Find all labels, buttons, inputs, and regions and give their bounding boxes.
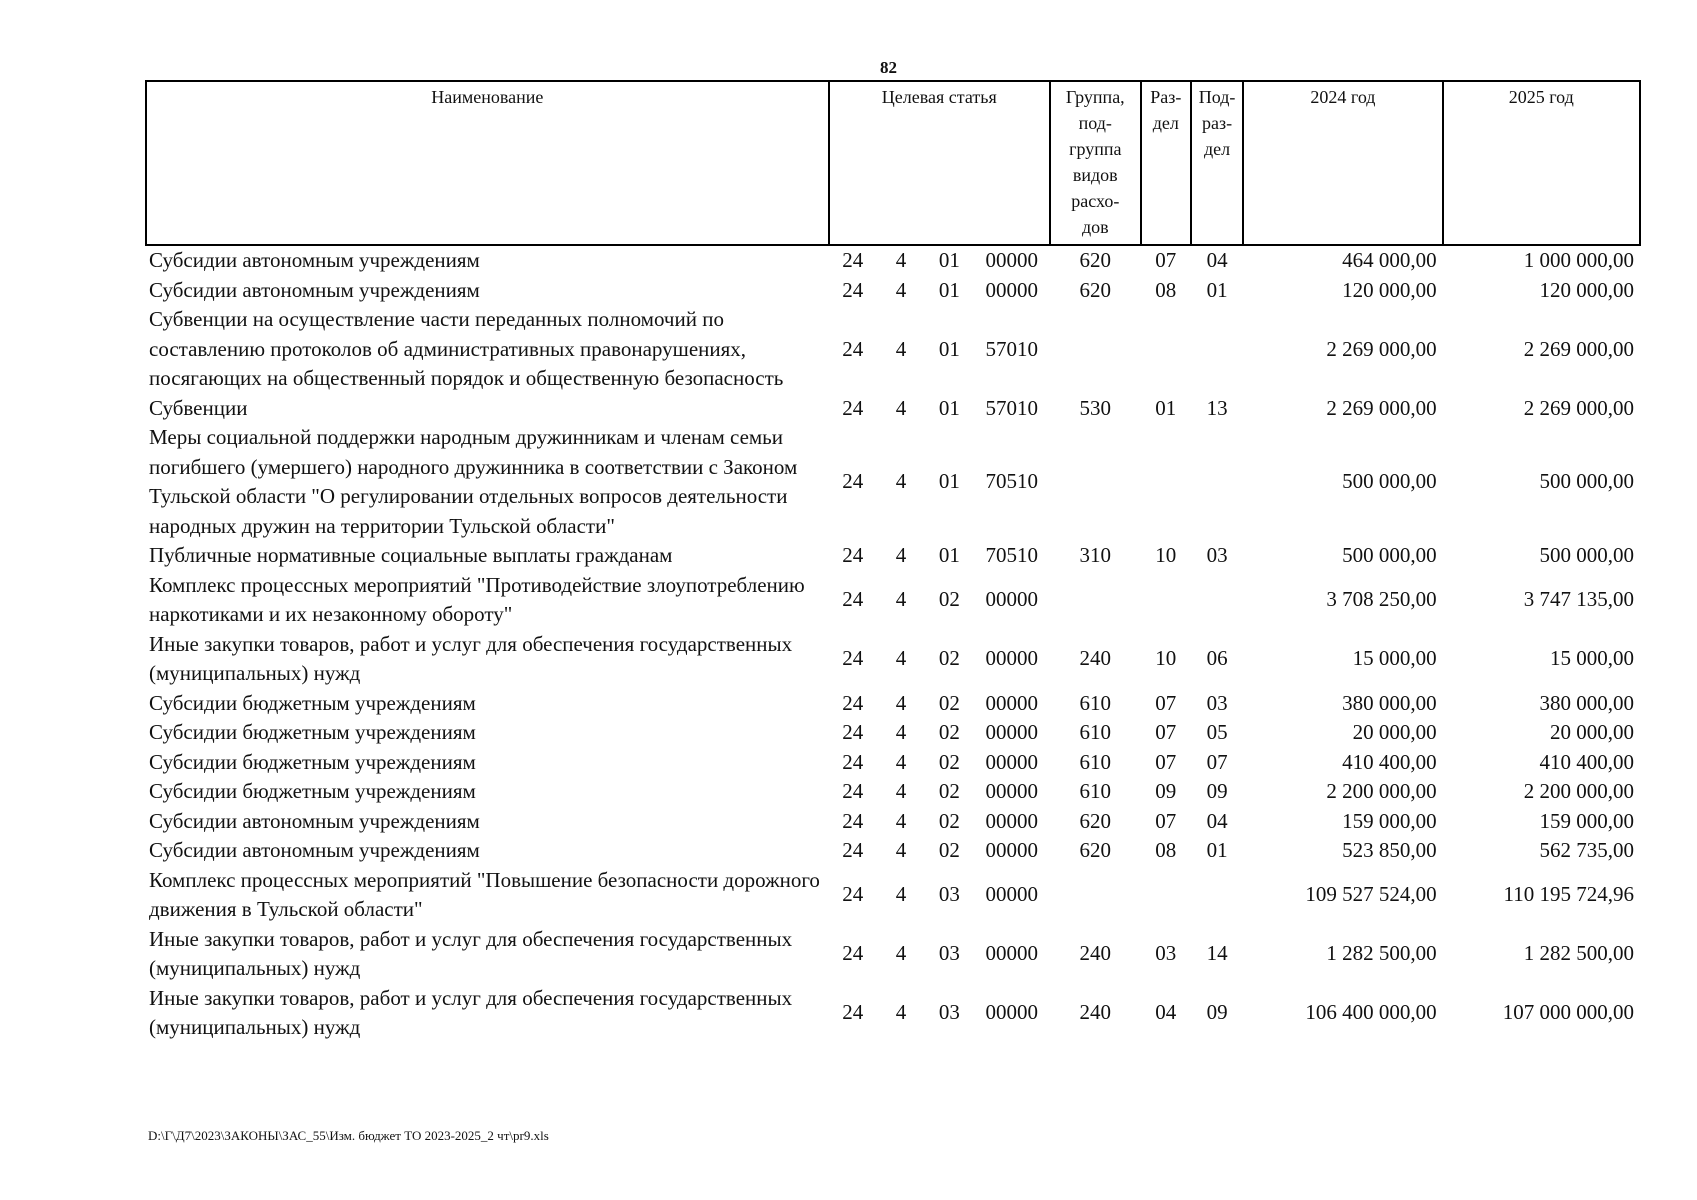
code-program: 24 xyxy=(842,587,864,612)
amount-2024: 120 000,00 xyxy=(1342,277,1437,302)
table-row xyxy=(146,718,1640,748)
row-name: Субсидии автономным учреждениям xyxy=(149,277,480,302)
amount-2025: 159 000,00 xyxy=(1539,808,1634,833)
amount-2024: 106 400 000,00 xyxy=(1305,1000,1437,1025)
header-name: Наименование xyxy=(146,81,829,245)
amount-2024: 20 000,00 xyxy=(1352,720,1437,744)
code-podrazdel xyxy=(1191,305,1243,394)
code-program: 24 xyxy=(842,248,864,272)
header-year-2024: 2024 год xyxy=(1243,81,1442,245)
code-program: 24 xyxy=(842,941,864,966)
amount-2024: 159 000,00 xyxy=(1342,808,1437,833)
page-number: 82 xyxy=(880,58,897,77)
budget-table-container xyxy=(145,80,1641,1043)
code-program: 24 xyxy=(842,395,864,420)
code-subprogram: 4 xyxy=(895,587,907,612)
code-razdel: 03 xyxy=(1155,941,1177,966)
code-razdel: 08 xyxy=(1155,838,1177,862)
code-direction: 57010 xyxy=(985,395,1038,420)
code-razdel xyxy=(1141,866,1191,925)
code-subprogram: 4 xyxy=(895,690,907,715)
code-event: 01 xyxy=(938,469,960,494)
code-group: 610 xyxy=(1079,720,1112,744)
code-direction: 70510 xyxy=(985,469,1038,494)
table-row xyxy=(146,866,1640,925)
code-subprogram: 4 xyxy=(895,1000,907,1025)
budget-table xyxy=(145,80,1641,1043)
code-subprogram: 4 xyxy=(895,882,907,907)
code-program: 24 xyxy=(842,779,864,803)
amount-2024: 15 000,00 xyxy=(1352,646,1437,671)
code-group: 530 xyxy=(1079,395,1112,420)
code-event: 01 xyxy=(938,395,960,420)
code-event: 02 xyxy=(938,749,960,774)
table-body xyxy=(146,245,1640,1043)
table-row xyxy=(146,305,1640,394)
code-subprogram: 4 xyxy=(895,779,907,803)
row-name: Комплекс процессных мероприятий "Повышение безопасности дорожного движения в Тульской области" xyxy=(149,867,820,921)
code-event: 03 xyxy=(938,1000,960,1025)
table-row xyxy=(146,245,1640,276)
code-podrazdel: 01 xyxy=(1206,277,1228,302)
code-subprogram: 4 xyxy=(895,646,907,671)
code-podrazdel: 07 xyxy=(1206,749,1228,774)
row-name: Комплекс процессных мероприятий "Противодействие злоупотреблению наркотиками и их незаконному обороту" xyxy=(149,572,805,626)
header-target-article: Целевая статья xyxy=(829,81,1050,245)
code-event: 02 xyxy=(938,808,960,833)
code-program: 24 xyxy=(842,882,864,907)
code-subprogram: 4 xyxy=(895,808,907,833)
code-razdel: 09 xyxy=(1155,779,1177,803)
row-name: Субвенции на осуществление части переданных полномочий по составлению протоколов об административных правонарушениях, посягающих на общественный порядок и общественную безопасность xyxy=(149,307,784,390)
code-podrazdel xyxy=(1191,571,1243,630)
row-name: Субсидии автономным учреждениям xyxy=(149,248,480,272)
row-name: Иные закупки товаров, работ и услуг для обеспечения государственных (муниципальных) нужд xyxy=(149,985,793,1039)
code-direction: 00000 xyxy=(985,720,1038,744)
code-subprogram: 4 xyxy=(895,749,907,774)
code-subprogram: 4 xyxy=(895,941,907,966)
amount-2025: 3 747 135,00 xyxy=(1523,587,1634,612)
amount-2024: 500 000,00 xyxy=(1342,469,1437,494)
code-group: 620 xyxy=(1079,838,1112,862)
row-name: Субсидии бюджетным учреждениям xyxy=(149,720,476,744)
code-subprogram: 4 xyxy=(895,469,907,494)
code-podrazdel: 09 xyxy=(1206,779,1228,803)
code-razdel xyxy=(1141,423,1191,541)
code-group: 240 xyxy=(1079,941,1112,966)
amount-2025: 2 200 000,00 xyxy=(1523,779,1634,803)
code-podrazdel: 04 xyxy=(1206,248,1228,272)
amount-2025: 110 195 724,96 xyxy=(1503,882,1634,907)
amount-2024: 523 850,00 xyxy=(1342,838,1437,862)
code-direction: 57010 xyxy=(985,336,1038,361)
code-podrazdel: 05 xyxy=(1206,720,1228,744)
code-event: 02 xyxy=(938,720,960,744)
code-podrazdel: 04 xyxy=(1206,808,1228,833)
code-program: 24 xyxy=(842,646,864,671)
code-podrazdel: 09 xyxy=(1206,1000,1228,1025)
code-podrazdel: 03 xyxy=(1206,690,1228,715)
code-direction: 00000 xyxy=(985,690,1038,715)
code-group: 610 xyxy=(1079,690,1112,715)
amount-2024: 2 269 000,00 xyxy=(1326,395,1437,420)
table-row xyxy=(146,777,1640,807)
code-program: 24 xyxy=(842,808,864,833)
code-direction: 00000 xyxy=(985,646,1038,671)
code-group: 240 xyxy=(1079,1000,1112,1025)
code-event: 01 xyxy=(938,277,960,302)
row-name: Иные закупки товаров, работ и услуг для обеспечения государственных (муниципальных) нужд xyxy=(149,926,793,980)
code-subprogram: 4 xyxy=(895,277,907,302)
row-name: Субвенции xyxy=(149,395,248,420)
code-subprogram: 4 xyxy=(895,248,907,272)
amount-2025: 20 000,00 xyxy=(1550,720,1634,744)
row-name: Иные закупки товаров, работ и услуг для обеспечения государственных (муниципальных) нужд xyxy=(149,631,793,685)
code-event: 02 xyxy=(938,779,960,803)
table-row xyxy=(146,925,1640,984)
code-program: 24 xyxy=(842,277,864,302)
code-direction: 00000 xyxy=(985,248,1038,272)
code-group xyxy=(1050,866,1141,925)
code-podrazdel: 06 xyxy=(1206,646,1228,671)
code-subprogram: 4 xyxy=(895,543,907,567)
code-razdel: 10 xyxy=(1155,543,1177,567)
row-name: Субсидии автономным учреждениям xyxy=(149,838,480,862)
code-direction: 00000 xyxy=(985,277,1038,302)
code-event: 02 xyxy=(938,646,960,671)
file-path-footer: D:\Г\Д7\2023\ЗАКОНЫ\ЗАС_55\Изм. бюджет ТО 2023-2025_2 чт\pr9.xls xyxy=(148,1128,549,1143)
code-podrazdel xyxy=(1191,866,1243,925)
amount-2025: 380 000,00 xyxy=(1539,690,1634,715)
code-program: 24 xyxy=(842,749,864,774)
table-row xyxy=(146,984,1640,1043)
code-event: 03 xyxy=(938,882,960,907)
code-group: 610 xyxy=(1079,779,1112,803)
code-event: 02 xyxy=(938,838,960,862)
code-podrazdel xyxy=(1191,423,1243,541)
table-row xyxy=(146,541,1640,571)
amount-2025: 1 000 000,00 xyxy=(1523,248,1634,272)
amount-2025: 15 000,00 xyxy=(1550,646,1634,671)
amount-2025: 500 000,00 xyxy=(1539,469,1634,494)
amount-2025: 562 735,00 xyxy=(1539,838,1634,862)
code-group: 310 xyxy=(1079,543,1112,567)
amount-2024: 464 000,00 xyxy=(1342,248,1437,272)
table-row xyxy=(146,630,1640,689)
table-row xyxy=(146,689,1640,719)
code-podrazdel: 14 xyxy=(1206,941,1228,966)
amount-2025: 410 400,00 xyxy=(1539,749,1634,774)
amount-2024: 109 527 524,00 xyxy=(1305,882,1437,907)
table-row xyxy=(146,423,1640,541)
code-group xyxy=(1050,571,1141,630)
table-row xyxy=(146,836,1640,866)
code-direction: 00000 xyxy=(985,1000,1038,1025)
code-group: 620 xyxy=(1079,248,1112,272)
code-razdel: 08 xyxy=(1155,277,1177,302)
code-direction: 70510 xyxy=(985,543,1038,567)
amount-2025: 500 000,00 xyxy=(1539,543,1634,567)
table-header xyxy=(146,81,1640,245)
code-direction: 00000 xyxy=(985,779,1038,803)
code-subprogram: 4 xyxy=(895,720,907,744)
header-year-2025: 2025 год xyxy=(1443,81,1640,245)
code-razdel: 07 xyxy=(1155,690,1177,715)
amount-2024: 1 282 500,00 xyxy=(1326,941,1437,966)
code-program: 24 xyxy=(842,720,864,744)
code-direction: 00000 xyxy=(985,941,1038,966)
header-podrazdel: Под- раз- дел xyxy=(1191,81,1243,245)
code-event: 01 xyxy=(938,336,960,361)
header-razdel: Раз- дел xyxy=(1141,81,1191,245)
row-name: Субсидии бюджетным учреждениям xyxy=(149,690,476,715)
amount-2025: 1 282 500,00 xyxy=(1523,941,1634,966)
table-row xyxy=(146,748,1640,778)
code-group: 620 xyxy=(1079,808,1112,833)
table-row xyxy=(146,807,1640,837)
code-direction: 00000 xyxy=(985,838,1038,862)
code-razdel: 10 xyxy=(1155,646,1177,671)
code-podrazdel: 01 xyxy=(1206,838,1228,862)
code-program: 24 xyxy=(842,543,864,567)
header-group: Группа, под- группа видов расхо- дов xyxy=(1050,81,1141,245)
code-razdel: 07 xyxy=(1155,808,1177,833)
code-razdel: 07 xyxy=(1155,720,1177,744)
row-name: Публичные нормативные социальные выплаты гражданам xyxy=(149,543,673,567)
amount-2025: 107 000 000,00 xyxy=(1502,1000,1634,1025)
code-group xyxy=(1050,423,1141,541)
code-event: 02 xyxy=(938,587,960,612)
code-group: 610 xyxy=(1079,749,1112,774)
code-subprogram: 4 xyxy=(895,838,907,862)
code-event: 03 xyxy=(938,941,960,966)
row-name: Субсидии автономным учреждениям xyxy=(149,808,480,833)
code-razdel: 07 xyxy=(1155,749,1177,774)
code-program: 24 xyxy=(842,690,864,715)
row-name: Меры социальной поддержки народным дружинникам и членам семьи погибшего (умершего) народного дружинника в соответствии с Законом Тульской области "О регулировании отдельных вопросов деятельности народных дружин на территории Тульской области" xyxy=(149,425,798,538)
amount-2025: 120 000,00 xyxy=(1539,277,1634,302)
amount-2024: 380 000,00 xyxy=(1342,690,1437,715)
code-program: 24 xyxy=(842,838,864,862)
code-direction: 00000 xyxy=(985,587,1038,612)
code-program: 24 xyxy=(842,1000,864,1025)
table-row xyxy=(146,276,1640,306)
code-razdel: 04 xyxy=(1155,1000,1177,1025)
amount-2024: 500 000,00 xyxy=(1342,543,1437,567)
code-direction: 00000 xyxy=(985,749,1038,774)
table-row xyxy=(146,394,1640,424)
amount-2025: 2 269 000,00 xyxy=(1523,336,1634,361)
code-event: 01 xyxy=(938,248,960,272)
amount-2024: 410 400,00 xyxy=(1342,749,1437,774)
code-razdel xyxy=(1141,571,1191,630)
table-row xyxy=(146,571,1640,630)
code-direction: 00000 xyxy=(985,808,1038,833)
code-program: 24 xyxy=(842,469,864,494)
amount-2024: 3 708 250,00 xyxy=(1326,587,1437,612)
amount-2025: 2 269 000,00 xyxy=(1523,395,1634,420)
row-name: Субсидии бюджетным учреждениям xyxy=(149,779,476,803)
amount-2024: 2 200 000,00 xyxy=(1326,779,1437,803)
code-group: 240 xyxy=(1079,646,1112,671)
code-group xyxy=(1050,305,1141,394)
code-podrazdel: 13 xyxy=(1206,395,1228,420)
row-name: Субсидии бюджетным учреждениям xyxy=(149,749,476,774)
code-razdel: 07 xyxy=(1155,248,1177,272)
code-podrazdel: 03 xyxy=(1206,543,1228,567)
code-subprogram: 4 xyxy=(895,395,907,420)
code-group: 620 xyxy=(1079,277,1112,302)
code-subprogram: 4 xyxy=(895,336,907,361)
code-razdel xyxy=(1141,305,1191,394)
code-event: 02 xyxy=(938,690,960,715)
code-event: 01 xyxy=(938,543,960,567)
code-razdel: 01 xyxy=(1155,395,1177,420)
code-direction: 00000 xyxy=(985,882,1038,907)
amount-2024: 2 269 000,00 xyxy=(1326,336,1437,361)
code-program: 24 xyxy=(842,336,864,361)
